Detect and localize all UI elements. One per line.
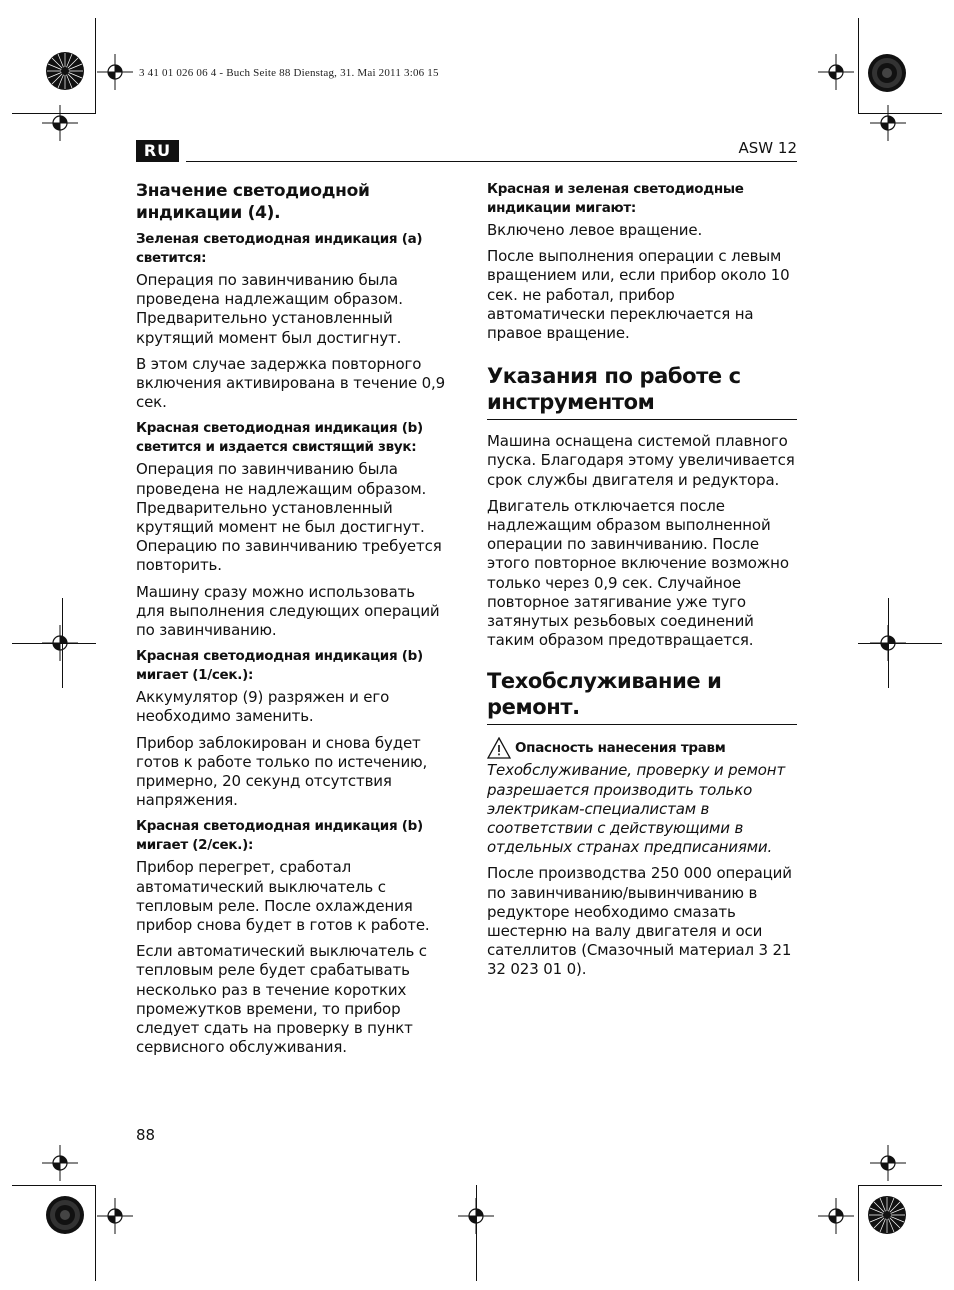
section-title-led-indication: Значение светодиодной индикации (4). xyxy=(136,181,370,223)
language-badge: RU xyxy=(136,140,179,162)
starburst-mark-icon xyxy=(44,50,86,92)
left-column xyxy=(136,180,448,1065)
paragraph: После выполнения операции с левым вращением или, если прибор около 10 сек. не работал, прибор автоматически переключается на правое вращение. xyxy=(487,247,790,343)
starburst-mark-icon xyxy=(866,1194,908,1236)
trim-line-left-center-h xyxy=(12,643,96,644)
warning-heading xyxy=(487,737,797,759)
registration-mark-icon xyxy=(818,1198,854,1234)
paragraph: В этом случае задержка повторного включения активирована в течение 0,9 сек. xyxy=(136,354,446,412)
starburst-mark-icon xyxy=(866,52,908,94)
trim-line-left-center-v xyxy=(62,598,63,688)
trim-line-bottom-center-v xyxy=(476,1185,477,1281)
section-title-maintenance: Техобслуживание и ремонт. xyxy=(487,668,797,725)
trim-line-bottom-right-v xyxy=(858,1185,859,1281)
trim-line-top-left-v xyxy=(95,18,96,114)
warning-triangle-icon xyxy=(487,737,511,759)
subheading: Красная светодиодная индикация (b) мигает (1/сек.): xyxy=(136,648,423,684)
paragraph: Прибор перегрет, сработал автоматический выключатель с тепловым реле. После охлаждения прибор снова будет в готов к работе. xyxy=(136,858,430,935)
paragraph: После производства 250 000 операций по завинчиванию/вывинчиванию в редукторе необходимо смазать шестерню на валу двигателя и оси сателлитов (Смазочный материал 3 21 32 023 01 0). xyxy=(487,864,792,979)
print-info-line: 3 41 01 026 06 4 - Buch Seite 88 Dienstag, 31. Mai 2011 3:06 15 xyxy=(139,67,439,79)
trim-line-bottom-right-h xyxy=(858,1185,942,1186)
registration-mark-icon xyxy=(42,1145,78,1181)
registration-mark-icon xyxy=(97,1198,133,1234)
registration-mark-icon xyxy=(818,54,854,90)
section-title-usage: Указания по работе с инструментом xyxy=(487,363,797,420)
registration-mark-icon xyxy=(870,105,906,141)
page-number: 88 xyxy=(136,1126,156,1144)
paragraph: Включено левое вращение. xyxy=(487,221,703,239)
trim-line-bottom-left-h xyxy=(12,1185,96,1186)
warning-title: Опасность нанесения травм xyxy=(515,739,726,756)
subheading: Красная светодиодная индикация (b) мигает (2/сек.): xyxy=(136,818,423,854)
registration-mark-icon xyxy=(870,1145,906,1181)
registration-mark-icon xyxy=(42,105,78,141)
paragraph: Двигатель отключается после надлежащим образом выполненной операции по завинчиванию. После этого повторное включение возможно только через 0,9 сек. Случайное повторное затягивание уже туго затянутых резьбовых соединений таким образом предотвращается. xyxy=(487,496,789,650)
right-column xyxy=(487,180,797,987)
trim-line-top-right-v xyxy=(858,18,859,114)
starburst-mark-icon xyxy=(44,1194,86,1236)
trim-line-right-center-h xyxy=(858,643,942,644)
paragraph: Аккумулятор (9) разряжен и его необходимо заменить. xyxy=(136,688,390,726)
model-name: ASW 12 xyxy=(738,139,797,157)
paragraph: Операция по завинчиванию была проведена не надлежащим образом. Предварительно установленный крутящий момент не был достигнут. Операцию по завинчиванию требуется повторить. xyxy=(136,460,442,575)
paragraph: Машину сразу можно использовать для выполнения следующих операций по завинчиванию. xyxy=(136,582,440,640)
paragraph: Операция по завинчиванию была проведена надлежащим образом. Предварительно установленный крутящий момент был достигнут. xyxy=(136,271,403,347)
paragraph: Машина оснащена системой плавного пуска. Благодаря этому увеличивается срок службы двигателя и редуктора. xyxy=(487,432,795,489)
trim-line-right-center-v xyxy=(888,598,889,688)
warning-text: Техобслуживание, проверку и ремонт разрешается производить только электрикам-специалистам в соответствии с действующими в отдельных странах предписаниями. xyxy=(487,761,786,857)
subheading: Зеленая светодиодная индикация (a) светится: xyxy=(136,231,423,266)
registration-mark-icon xyxy=(97,54,133,90)
paragraph: Прибор заблокирован и снова будет готов к работе только по истечению, примерно, 20 секунд отсутствия напряжения. xyxy=(136,733,428,810)
trim-line-bottom-left-v xyxy=(95,1185,96,1281)
subheading: Красная светодиодная индикация (b) светится и издается свистящий звук: xyxy=(136,420,423,456)
header-rule xyxy=(186,161,797,162)
subheading: Красная и зеленая светодиодные индикации мигают: xyxy=(487,181,744,216)
paragraph: Если автоматический выключатель с тепловым реле будет срабатывать несколько раз в течение коротких промежутков времени, то прибор следует сдать на проверку в пункт сервисного обслуживания. xyxy=(136,942,427,1057)
